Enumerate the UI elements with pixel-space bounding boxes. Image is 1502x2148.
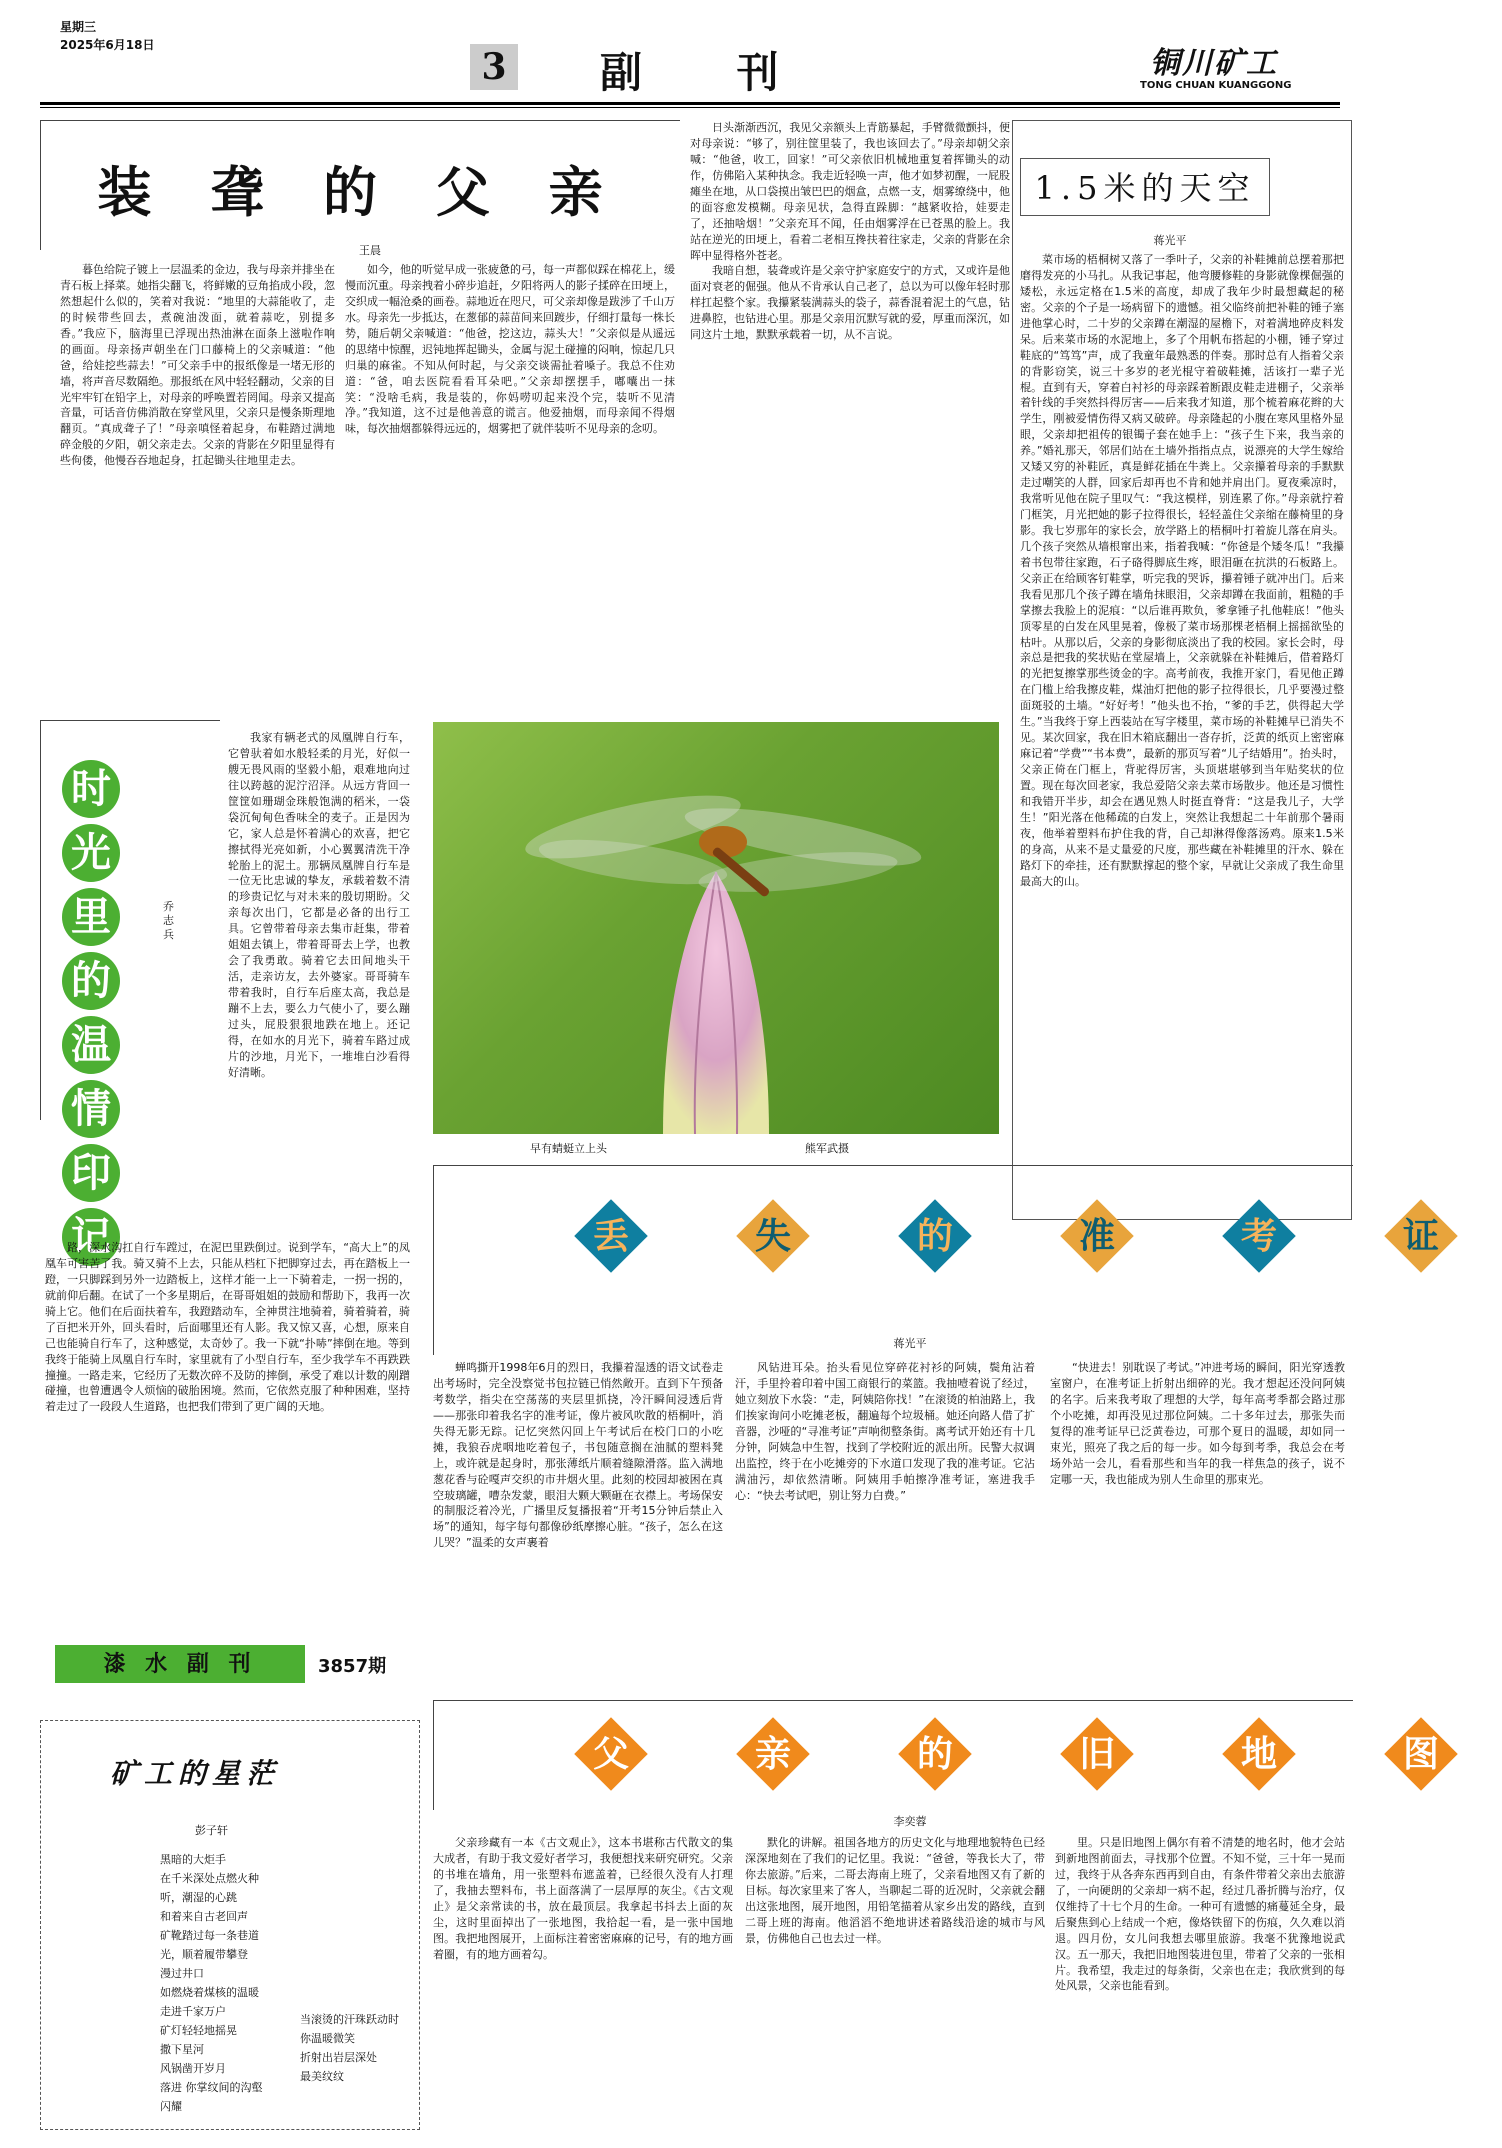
title-char: 证 [1402,1215,1439,1257]
dragonfly-photo [433,722,999,1134]
article-author: 蒋光平 [893,1337,927,1350]
title-char: 的 [916,1215,953,1257]
article-title: 1.5米的天空 [1020,158,1270,216]
paragraph: 暮色给院子镀上一层温柔的金边，我与母亲并排坐在青石板上择菜。她指尖翻飞，将鲜嫩的豆角掐成小段，忽然想起什么似的，笑着对我说：“地里的大蒜能收了，走的时候带些回去，煮碗油泼面，就着蒜吃，别提多香。”我应下，脑海里已浮现出热油淋在面条上滋啦作响的画面。母亲扬声朝坐在门口藤椅上的父亲喊道：“他爸，给娃挖些蒜去！”可父亲手中的报纸像是一堵无形的墙，将声音尽数隔绝。那报纸在风中轻轻翻动，父亲的目光牢牢钉在铅字上，对母亲的呼唤置若罔闻。母亲又提高音量，可话音仿佛消散在穿堂风里，父亲只是慢条斯理地翻页。“真成聋子了！”母亲嗔怪着起身，布鞋踏过满地碎金般的夕阳，朝父亲走去。父亲的背影在夕阳里显得有些佝偻，他慢吞吞地起身，扛起锄头往地里走去。 [60,263,335,468]
paragraph: 父亲珍藏有一本《古文观止》，这本书堪称古代散文的集大成者，有助于我文爱好者学习，我便想找来研究研究。父亲的书堆在墙角，用一张塑料布遮盖着，已经很久没有人打理了，我抽去塑料布，书上面落满了一层厚厚的灰尘。《古文观止》是父亲常读的书，放在最顶层。我拿起书抖去上面的灰尘，这时里面掉出了一张地图，我拾起一看，是一张中国地图。我把地图展开，上面标注着密密麻麻的记号，有的地方画着圈，有的地方画着勾。 [433,1836,733,1961]
title-char: 记 [62,1208,120,1266]
title-diamond [1384,1717,1458,1791]
title-char: 丢 [592,1215,629,1257]
poem-line: 闪耀 [160,2100,182,2113]
vertical-title [62,760,132,1272]
poem-line: 最美纹纹 [300,2070,344,2083]
poem-line: 如燃烧着煤核的温暖 [160,1986,259,1999]
page-number: 3 [470,44,518,90]
poem-author: 彭子轩 [195,1824,228,1837]
poem-line: 漫过井口 [160,1967,204,1980]
masthead-date-block [60,18,154,54]
banner-title [530,1728,1439,1818]
paragraph: 菜市场的梧桐树又落了一季叶子，父亲的补鞋摊前总摆着那把磨得发亮的小马扎。从我记事起，他弯腰修鞋的身影就像棵倔强的矮松，永远定格在1.5米的高度，却成了我年少时最想藏起的秘密。父亲的个子是一场病留下的遗憾。祖父临终前把补鞋的锤子塞进他掌心时，二十岁的父亲蹲在潮湿的屋檐下，对着满地碎皮料发呆。后来菜市场的水泥地上，多了个用帆布搭起的小棚，锤子穿过鞋底的“笃笃”声，成了我童年最熟悉的伴奏。那时总有人指着父亲的背影窃笑，说三十多岁的老光棍守着破鞋摊，活该打一辈子光棍。直到有天，穿着白衬衫的母亲踩着断跟皮鞋走进棚子，父亲举着针线的手突然抖得厉害——后来我才知道，那个梳着麻花辫的大学生，刚被爱情伤得又病又破碎。母亲隆起的小腹在寒风里格外显眼，父亲却把祖传的银镯子套在她手上：“孩子生下来，我当亲的养。”婚礼那天，邻居们站在土墙外指指点点，说漂亮的大学生嫁给又矮又穷的补鞋匠，真是鲜花插在牛粪上。父亲攥着母亲的手默默走过嘲笑的人群，回家后却再也不肯和她并肩出门。夏夜乘凉时，我常听见他在院子里叹气：“我这模样，别连累了你。”母亲就拧着门框笑，月光把她的影子拉得很长，轻轻盖住父亲缩在藤椅里的身影。我七岁那年的家长会，放学路上的梧桐叶打着旋儿落在肩头。几个孩子突然从墙根窜出来，指着我喊：“你爸是个矮冬瓜！”我攥着书包带往家跑，石子硌得脚底生疼，眼泪砸在抗洪的石板路上。父亲正在给顾客钉鞋掌，听完我的哭诉，攥着锤子就冲出门。后来我看见那几个孩子蹲在墙角抹眼泪，父亲却蹲在我面前，粗糙的手掌擦去我脸上的泥痕：“以后谁再欺负，爹拿锤子扎他鞋底！”他头顶零星的白发在风里晃着，像极了菜市场那棵老梧桐上摇摇欲坠的枯叶。从那以后，父亲的身影彻底淡出了我的校园。家长会时，母亲总是把我的奖状贴在堂屋墙上，父亲就躲在补鞋摊后，借着路灯的光把复擦掌那些烫金的字。高考前夜，我推开家门，看见他正蹲在门槛上给我擦皮鞋，煤油灯把他的影子拉得很长，几乎要漫过整面斑驳的土墙。“好好考！”他头也不抬，“爹的手艺，供得起大学生。”当我终于穿上西装站在写字楼里，菜市场的补鞋摊早已消失不见。某次回家，我在旧木箱底翻出一沓存折，泛黄的纸页上密密麻麻记着“学费”“书本费”，最新的那页写着“儿子结婚用”。抬头时，父亲正倚在门框上，背驼得厉害，头顶堪堪够到当年贴奖状的位置。现在每次回老家，我总爱陪父亲去菜市场散步。他还是习惯性和我错开半步，却会在遇见熟人时挺直脊背：“这是我儿子，大学生！”阳光落在他稀疏的白发上，突然让我想起二十年前那个暑雨夜，他举着塑料布护住我的背，自己却淋得像落汤鸡。原来1.5米的身高，从来不是丈量爱的尺度，那些藏在补鞋摊里的汗水、躲在路灯下的牵挂，还有默默撑起的整个家，早就让父亲成了我生命里最高大的山。 [1020,253,1344,888]
title-char: 准 [1078,1215,1115,1257]
title-char: 图 [1402,1733,1439,1775]
article-column [45,1240,410,1620]
article-author-vertical: 乔志兵 [163,900,174,941]
article-column [433,1360,723,1665]
poem-line: 折射出岩层深处 [300,2051,377,2064]
title-diamond [574,1717,648,1791]
paragraph: 蝉鸣撕开1998年6月的烈日，我攥着湿透的语文试卷走出考场时，完全没察觉书包拉链已悄然敞开。直到下午预备考数学，指尖在空荡荡的夹层里抓挠，冷汗瞬间浸透后背——那张印着我名字的准考证，像片被风吹散的梧桐叶，消失得无影无踪。记忆突然闪回上午考试后在校门口的小吃摊，我狼吞虎咽地吃着包子，书包随意搁在油腻的塑料凳上，或许就是起身时，那张薄纸片顺着缝隙滑落。监入满地葱花香与砼嘎声交织的市井烟火里。此刻的校园却被困在真空玻璃罐，嘈杂发蒙，眼泪大颗大颗砸在衣襟上。考场保安的制服泛着冷光，广播里反复播报着“开考15分钟后禁止入场”的通知，每字每句都像砂纸摩擦心脏。“孩子，怎么在这儿哭？”温柔的女声裹着 [433,1361,723,1550]
poem-line: 和着来自古老回声 [160,1910,248,1923]
title-char: 里 [62,888,120,946]
title-char: 地 [1240,1733,1277,1775]
title-diamond [898,1717,972,1791]
poem-line: 矿靴踏过每一条巷道 [160,1929,259,1942]
article-column [1055,1835,1345,2135]
title-diamond [1222,1199,1296,1273]
title-char: 父 [592,1733,629,1775]
article-column [228,730,410,1236]
title-char: 考 [1240,1215,1277,1257]
article-column [1050,1360,1345,1665]
paragraph: 我暗自想，装聋或许是父亲守护家庭安宁的方式，又或许是他面对衰老的倔强。他从不肯承认自己老了，总以为可以像年轻时那样扛起整个家。我攥紧装满蒜头的袋子，蒜香混着泥土的气息，钻进鼻腔，也钻进心里。那是父亲用沉默写就的爱，厚重而深沉，如同这片土地，默默承载着一切，从不言说。 [690,264,1010,342]
title-diamond [1060,1199,1134,1273]
poem-line: 矿灯轻轻地摇晃 [160,2024,237,2037]
title-diamond [1060,1717,1134,1791]
article-column [745,1835,1045,2135]
poem-line: 听，潮湿的心跳 [160,1891,237,1904]
title-diamond [1222,1717,1296,1791]
poem-line: 走进千家万户 [160,2005,226,2018]
article-author: 李奕蓉 [893,1815,927,1828]
poem-line: 撒下星河 [160,2043,204,2056]
title-diamond [898,1199,972,1273]
article-column [345,262,675,697]
title-diamond [574,1199,648,1273]
title-char: 印 [62,1144,120,1202]
weekday: 星期三 [60,20,97,34]
paragraph: 路，深水沟扛自行车蹚过，在泥巴里跌倒过。说到学车，“高大上”的凤凰车可害苦了我。骑又骑不上去，只能从档杠下把脚穿过去，再在踏板上一蹬，一只脚踩到另外一边踏板上，这样才能一上一下骑着走，一拐一拐的，就前仰后翻。在试了一个多星期后，在哥哥姐姐的鼓励和帮助下，我再一次骑上它。他们在后面扶着车，我蹬踏动车，全神贯注地骑着，骑着骑着，骑了百把米开外，回头看时，后面哪里还有人影。我又惊又喜，心想，原来自己也能骑自行车了，这种感觉，太奇妙了。我一下就“扑哧”摔倒在地。等到我终于能骑上凤凰自行车时，家里就有了小型自行车，至少我学车不再跌跌撞撞。一路走来，它经历了无数次碎不及防的摔倒，承受了难以计数的剐蹭碰撞，也曾遭遇令人烦恼的破胎困境。然而，它依然克服了种种困难，坚持着走过了一段段人生道路，也把我们带到了更广阔的天地。 [45,1241,410,1414]
title-char: 旧 [1078,1733,1115,1775]
title-char: 情 [62,1080,120,1138]
article-column [690,120,1010,695]
poem-line: 当滚烫的汗珠跃动时 [300,2013,399,2026]
paragraph: 里。只是旧地图上偶尔有着不清楚的地名时，他才会站到新地图前面去，寻找那个位置。不知不觉，三十年一晃而过，我终于从各奔东西再到自由，有条件带着父亲出去旅游了，一向硬朗的父亲却一病不起，经过几番折腾与治疗，仅仅维持了十七个月的生命。一种可有遗憾的痛蔓延全身，最后聚焦到心上结成一个疤，像烙铁留下的伤痕，久久难以消退。四月份，女儿问我想去哪里旅游。我毫不犹豫地说武汉。五一那天，我把旧地图装进包里，带着了父亲的一张相片。我希望，我走过的每条街，父亲也在走；我欣赏到的每处风景，父亲也能看到。 [1055,1836,1345,1993]
article-column [60,262,335,697]
header-rule [40,102,1340,105]
article-author: 王晨 [359,244,381,257]
article-title: 装 聋 的 父 亲 [97,160,623,224]
poem-line: 光，顺着履带攀登 [160,1948,248,1961]
title-char: 的 [62,952,120,1010]
brand-english: TONG CHUAN KUANGGONG [1140,80,1292,91]
photo-illustration [433,722,999,1134]
poem-line: 黑暗的大炬手 [160,1853,226,1866]
paragraph: 风钻进耳朵。抬头看见位穿碎花衬衫的阿姨，鬓角沾着汗，手里拎着印着中国工商银行的菜篮。我抽噎着说了经过，她立刻放下水袋：“走，阿姨陪你找！”在滚烫的柏油路上，我们挨家询问小吃摊老板，翻遍每个垃圾桶。她还向路人借了扩音器，沙哑的“寻准考证”声响彻整条街。离考试开始还有十几分钟，阿姨急中生智，找到了学校附近的派出所。民警大叔调出监控，终于在小吃摊旁的下水道口发现了我的准考证。它沾满油污，却依然清晰。阿姨用手帕擦净准考证，塞进我手心：“快去考试吧，别让努力白费。” [735,1361,1035,1502]
photo-credit: 熊军武摄 [805,1142,849,1155]
title-diamond [1384,1199,1458,1273]
date: 2025年6月18日 [60,38,155,52]
article-column [433,1835,733,2135]
poem-line: 在千米深处点燃火种 [160,1872,259,1885]
page-name: 副 刊 [600,48,819,97]
photo-caption: 早有蜻蜓立上头 [530,1142,607,1155]
title-char: 光 [62,824,120,882]
brand-logo: 铜川矿工 [1150,46,1278,81]
supplement-name: 漆 水 副 刊 [55,1645,305,1683]
banner-title [530,1210,1439,1330]
title-diamond [736,1199,810,1273]
paragraph: “快进去！别耽误了考试。”冲进考场的瞬间，阳光穿透教室窗户，在准考证上折射出细碎的光。我才想起还没问阿姨的名字。后来我考取了理想的大学，每年高考季都会路过那个小吃摊，却再没见过那位阿姨。二十多年过去，那张失而复得的准考证早已泛黄卷边，可那个夏日的温暖，却如同一束光，照亮了我之后的每一步。如今每到考季，我总会在考场外站一会儿，看看那些和当年的我一样焦急的孩子，说不定哪一天，我也能成为别人生命里的那束光。 [1050,1361,1345,1486]
poem-body-overflow [300,2010,410,2086]
title-char: 时 [62,760,120,818]
poem-line: 风锅凿开岁月 [160,2062,226,2075]
title-char: 的 [916,1733,953,1775]
paragraph: 我家有辆老式的凤凰牌自行车，它曾驮着如水般轻柔的月光，好似一艘无畏风雨的坚毅小船，艰难地向过往以跨越的泥泞沼泽。从远方背回一筐筐如珊瑚金珠般饱满的稻米，一袋袋沉甸甸色香味全的麦子。正是因为它，家人总是怀着满心的欢喜，把它擦拭得光亮如新，小心翼翼清洗干净轮胎上的泥土。那辆凤凰牌自行车是一位无比忠诚的挚友，承载着数不清的珍贵记忆与对未来的殷切期盼。父亲每次出门，它都是必备的出行工具。它曾带着母亲去集市赶集，带着姐姐去镇上，带着哥哥去上学，也教会了我勇敢。骑着它去田间地头干活，走亲访友，去外婆家。哥哥骑车带着我时，自行车后座太高，我总是蹦不上去，要么力气使小了，要么蹦过头，屁股狠狠地跌在地上。还记得，在如水的月光下，骑着车路过成片的沙地，月光下，一堆堆白沙看得好清晰。 [228,731,410,1079]
title-char: 温 [62,1016,120,1074]
article-author: 蒋光平 [1153,234,1187,247]
poem-line: 落进 你掌纹间的沟壑 [160,2081,263,2094]
article-column [1020,252,1344,1212]
paragraph: 日头渐渐西沉，我见父亲额头上青筋暴起，手臂微微颤抖，便对母亲说：“够了，别往筐里装了，我也该回去了。”母亲却朝父亲喊：“他爸，收工，回家！”可父亲依旧机械地重复着挥锄头的动作，仿佛陷入某种执念。我走近轻唤一声，他才如梦初醒，一屁股瘫坐在地，从口袋摸出皱巴巴的烟盒，点燃一支，烟雾缭绕中，他的面容愈发模糊。母亲见状，急得直跺脚：“越紧收拾，娃要走了，还抽啥烟！”父亲充耳不闻，任由烟雾浮在已苍黑的脸上。我站在逆光的田埂上，看着二老相互搀扶着往家走，父亲的背影在余晖中显得格外苍老。 [690,121,1010,262]
article-column [735,1360,1035,1665]
title-char: 失 [754,1215,791,1257]
poem-line: 你温暖微笑 [300,2032,355,2045]
issue-number: 3857期 [318,1656,387,1677]
header-rule-thin [40,107,1340,108]
title-diamond [736,1717,810,1791]
paragraph: 默化的讲解。祖国各地方的历史文化与地理地貌特色已经深深地刻在了我们的记忆里。我说：“爸爸，等我长大了，带你去旅游。”后来，二哥去海南上班了，父亲看地图又有了新的目标。每次家里来了客人，当聊起二哥的近况时，父亲就会翻出这张地图，展开地图，用铅笔描着从家乡出发的路线，直到二哥上班的海南。他滔滔不绝地讲述着路线沿途的城市与风景，仿佛他自己也去过一样。 [745,1836,1045,1945]
poem-title: 矿工的星茫 [110,1757,281,1790]
paragraph: 如今，他的听觉早成一张疲惫的弓，每一声都似踩在棉花上，缓慢而沉重。母亲拽着小碎步追赶，夕阳将两人的影子揉碎在田埂上，交织成一幅沧桑的画卷。蒜地近在咫尺，可父亲却像是跋涉了千山万水。母亲先一步抵达，在葱郁的蒜苗间来回踱步，仔细打量每一株长势，随后朝父亲喊道：“他爸，挖这边，蒜头大！”父亲似是从遥远的思绪中惊醒，迟钝地挥起锄头，金属与泥土碰撞的闷响，惊起几只归巢的麻雀。不知从何时起，与父亲交谈需扯着嗓子。我总不住劝道：“爸，咱去医院看看耳朵吧。”父亲却摆摆手，嘟囔出一抹笑：“没啥毛病，我是装的，你妈唠叨起来没个完，装听不见清净。”我知道，这不过是他善意的谎言。他爱抽烟，而母亲闻不得烟味，每次抽烟都躲得远远的，烟雾把了就伴装听不见母亲的念叨。 [345,263,675,436]
title-char: 亲 [754,1733,791,1775]
